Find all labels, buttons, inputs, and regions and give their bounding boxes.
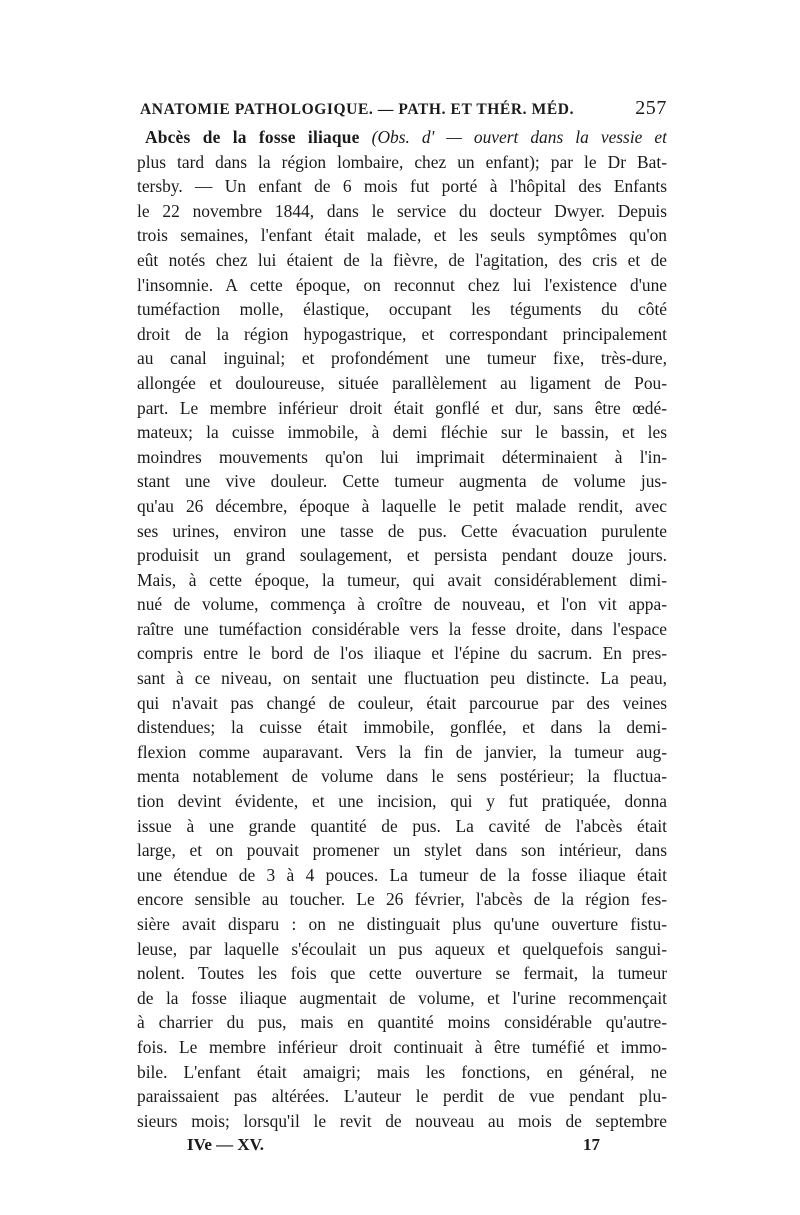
text-line: issue à une grande quantité de pus. La cavité de l'abcès était: [137, 815, 667, 836]
text-line: mateux; la cuisse immobile, à demi fléchie sur le bassin, et les: [137, 422, 667, 443]
text-line: tersby. — Un enfant de 6 mois fut porté à l'hôpital des Enfants: [137, 176, 667, 197]
text-line: raître une tuméfaction considérable vers la fesse droite, dans l'espace: [137, 618, 667, 639]
text-line: nué de volume, commença à croître de nouveau, et l'on vit appa-: [137, 594, 667, 615]
text-line: de la fosse iliaque augmentait de volume, et l'urine recommençait: [137, 987, 667, 1008]
text-line: à charrier du pus, mais en quantité moins considérable qu'autre-: [137, 1012, 667, 1033]
text-line: allongée et douloureuse, située parallèlement au ligament de Pou-: [137, 372, 667, 393]
text-lines: [137, 150, 667, 1134]
page-footer: [137, 1135, 667, 1165]
text-line: compris entre le bord de l'os iliaque et l'épine du sacrum. En pres-: [137, 643, 667, 664]
text-line: bile. L'enfant était amaigri; mais les fonctions, en général, ne: [137, 1061, 667, 1082]
text-line: Mais, à cette époque, la tumeur, qui avait considérablement dimi-: [137, 569, 667, 590]
text-line: paraissaient pas altérées. L'auteur le perdit de vue pendant plu-: [137, 1086, 667, 1107]
text-line: flexion comme auparavant. Vers la fin de janvier, la tumeur aug-: [137, 741, 667, 762]
text-line: ses urines, environ une tasse de pus. Cette évacuation purulente: [137, 520, 667, 541]
text-line: fois. Le membre inférieur droit continuait à être tuméfié et immo-: [137, 1036, 667, 1057]
page-number: 257: [635, 97, 667, 119]
book-page: [137, 95, 667, 1165]
body-text: [137, 125, 667, 1133]
heading-subtitle: (Obs. d' — ouvert dans la vessie et: [371, 127, 667, 147]
text-line: menta notablement de volume dans le sens postérieur; la fluctua-: [137, 766, 667, 787]
text-line: sière avait disparu : on ne distinguait plus qu'une ouverture fistu-: [137, 914, 667, 934]
text-line: moindres mouvements qu'on lui imprimait déterminaient à l'in-: [137, 446, 667, 467]
section-heading: Abcès de la fosse iliaque: [145, 127, 360, 147]
text-line: tuméfaction molle, élastique, occupant les téguments du côté: [137, 299, 667, 320]
text-line: tion devint évidente, et une incision, qui y fut pratiquée, donna: [137, 791, 667, 812]
text-line: qu'au 26 décembre, époque à laquelle le petit malade rendit, avec: [137, 495, 667, 516]
text-line: sant à ce niveau, on sentait une fluctuation peu distincte. La peau,: [137, 668, 667, 689]
text-line: au canal inguinal; et profondément une tumeur fixe, très-dure,: [137, 348, 667, 369]
text-line: plus tard dans la région lombaire, chez un enfant); par le Dr Bat-: [137, 151, 667, 172]
text-line: droit de la région hypogastrique, et correspondant principalement: [137, 323, 667, 344]
running-title: ANATOMIE PATHOLOGIQUE. — PATH. ET THÉR. MÉD.: [140, 101, 575, 118]
text-line: nolent. Toutes les fois que cette ouverture se fermait, la tumeur: [137, 963, 667, 984]
text-line: sieurs mois; lorsqu'il le revit de nouveau au mois de septembre: [137, 1110, 667, 1131]
running-head: [137, 95, 667, 125]
text-line: stant une vive douleur. Cette tumeur augmenta de volume jus-: [137, 471, 667, 492]
text-line: leuse, par laquelle s'écoulait un pus aqueux et quelquefois sangui-: [137, 938, 667, 959]
signature-mark: IVe — XV.: [187, 1135, 264, 1155]
text-line: encore sensible au toucher. Le 26 février, l'abcès de la région fes-: [137, 889, 667, 910]
text-line: l'insomnie. A cette époque, on reconnut chez lui l'existence d'une: [137, 274, 667, 295]
text-line: eût notés chez lui étaient de la fièvre, de l'agitation, des cris et de: [137, 249, 667, 270]
text-line-first: [137, 125, 667, 150]
text-line: qui n'avait pas changé de couleur, était parcourue par des veines: [137, 692, 667, 713]
text-line: le 22 novembre 1844, dans le service du docteur Dwyer. Depuis: [137, 200, 667, 221]
text-line: une étendue de 3 à 4 pouces. La tumeur de la fosse iliaque était: [137, 864, 667, 885]
text-line: produisit un grand soulagement, et persista pendant douze jours.: [137, 545, 667, 566]
text-line: trois semaines, l'enfant était malade, et les seuls symptômes qu'on: [137, 225, 667, 246]
text-line: distendues; la cuisse était immobile, gonflée, et dans la demi-: [137, 717, 667, 738]
text-line: part. Le membre inférieur droit était gonflé et dur, sans être œdé-: [137, 397, 667, 418]
sheet-number: 17: [583, 1135, 600, 1155]
text-line: large, et on pouvait promener un stylet dans son intérieur, dans: [137, 840, 667, 861]
